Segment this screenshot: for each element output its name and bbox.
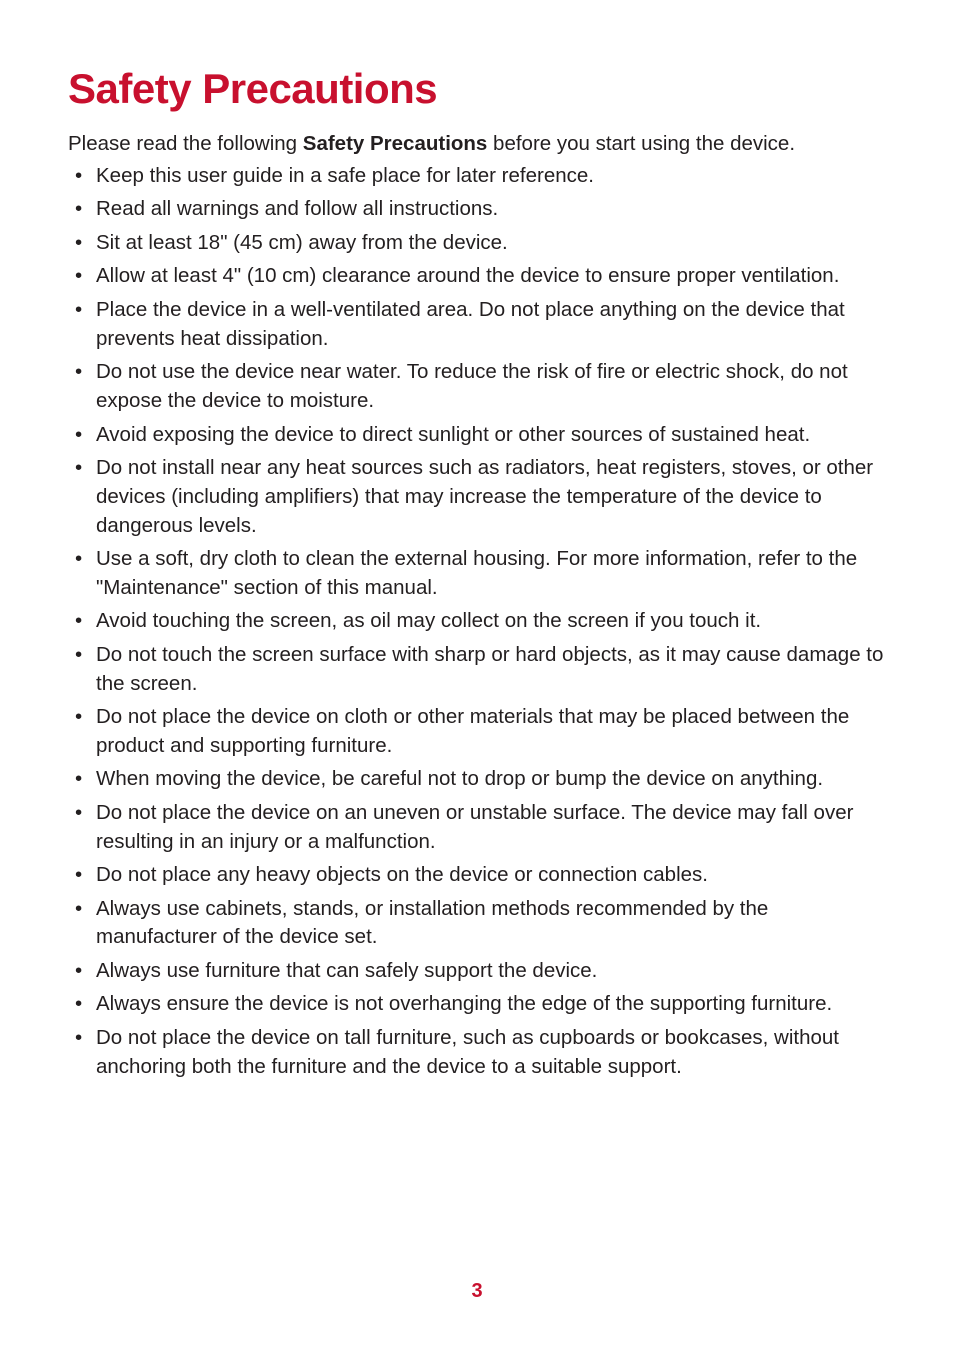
- list-item: [75, 195, 885, 224]
- safety-bullet-list: [75, 162, 885, 1086]
- list-item-text: Avoid touching the screen, as oil may collect on the screen if you touch it.: [96, 609, 762, 633]
- bullet-icon: •: [75, 800, 83, 824]
- list-item: [75, 895, 885, 953]
- list-item-text: Always ensure the device is not overhanging the edge of the supporting furniture.: [96, 992, 833, 1016]
- list-item-text: Do not use the device near water. To reduce the risk of fire or electric shock, do not expose the device to moisture.: [96, 360, 848, 413]
- list-item-text: When moving the device, be careful not to drop or bump the device on anything.: [96, 767, 824, 791]
- bullet-icon: •: [75, 547, 83, 571]
- list-item: [75, 262, 885, 291]
- bullet-icon: •: [75, 642, 83, 666]
- list-item: [75, 799, 885, 857]
- list-item-text: Read all warnings and follow all instructions.: [96, 197, 499, 221]
- bullet-icon: •: [75, 705, 83, 729]
- bullet-icon: •: [75, 264, 83, 288]
- bullet-icon: •: [75, 1025, 83, 1049]
- page-title: Safety Precautions: [68, 65, 438, 112]
- list-item-text: Always use furniture that can safely support the device.: [96, 958, 598, 982]
- list-item: [75, 607, 885, 636]
- list-item: [75, 957, 885, 986]
- list-item-text: Do not place any heavy objects on the device or connection cables.: [96, 863, 708, 887]
- list-item-text: Avoid exposing the device to direct sunlight or other sources of sustained heat.: [96, 422, 811, 446]
- bullet-icon: •: [75, 455, 83, 479]
- bullet-icon: •: [75, 297, 83, 321]
- list-item: [75, 296, 885, 354]
- list-item-text: Do not install near any heat sources such as radiators, heat registers, stoves, or other devices (including amplifiers) that may increase the temperature of the device to dangerous levels.: [96, 455, 874, 537]
- list-item: [75, 358, 885, 416]
- list-item-text: Use a soft, dry cloth to clean the external housing. For more information, refer to the "Maintenance" section of this manual.: [96, 547, 858, 599]
- list-item: [75, 229, 885, 258]
- list-item: [75, 861, 885, 890]
- list-item-text: Sit at least 18" (45 cm) away from the device.: [96, 230, 508, 254]
- list-item-text: Do not place the device on tall furniture, such as cupboards or bookcases, without anchoring both the furniture and the device to a suitable support.: [96, 1025, 839, 1078]
- page-number: 3: [471, 1280, 483, 1302]
- list-item-text: Always use cabinets, stands, or installation methods recommended by the manufacturer of the device set.: [96, 896, 769, 949]
- bullet-icon: •: [75, 609, 83, 633]
- intro-text-after: before you start using the device.: [487, 132, 796, 155]
- list-item-text: Do not place the device on cloth or other materials that may be placed between the product and supporting furniture.: [96, 705, 850, 757]
- intro-text-before: Please read the following: [68, 132, 303, 155]
- bullet-icon: •: [75, 197, 83, 221]
- list-item: [75, 990, 885, 1019]
- list-item: [75, 1024, 885, 1082]
- bullet-icon: •: [75, 767, 83, 791]
- intro-paragraph: [68, 129, 898, 158]
- intro-text-bold: Safety Precautions: [302, 132, 488, 155]
- list-item: [75, 421, 885, 450]
- list-item: [75, 162, 885, 191]
- bullet-icon: •: [75, 863, 83, 887]
- list-item: [75, 454, 885, 540]
- bullet-icon: •: [75, 958, 83, 982]
- bullet-icon: •: [75, 896, 83, 920]
- list-item: [75, 545, 885, 603]
- list-item: [75, 703, 885, 761]
- list-item-text: Do not touch the screen surface with sharp or hard objects, as it may cause damage to the screen.: [96, 642, 884, 695]
- bullet-icon: •: [75, 422, 83, 446]
- list-item-text: Do not place the device on an uneven or unstable surface. The device may fall over resulting in an injury or a malfunction.: [96, 800, 854, 853]
- list-item: [75, 765, 885, 794]
- list-item: [75, 641, 885, 699]
- bullet-icon: •: [75, 360, 83, 384]
- bullet-icon: •: [75, 230, 83, 254]
- list-item-text: Place the device in a well-ventilated area. Do not place anything on the device that prevents heat dissipation.: [96, 297, 845, 350]
- bullet-icon: •: [75, 164, 83, 187]
- list-item-text: Allow at least 4" (10 cm) clearance around the device to ensure proper ventilation.: [96, 264, 840, 288]
- bullet-icon: •: [75, 992, 83, 1016]
- list-item-text: Keep this user guide in a safe place for later reference.: [96, 164, 594, 187]
